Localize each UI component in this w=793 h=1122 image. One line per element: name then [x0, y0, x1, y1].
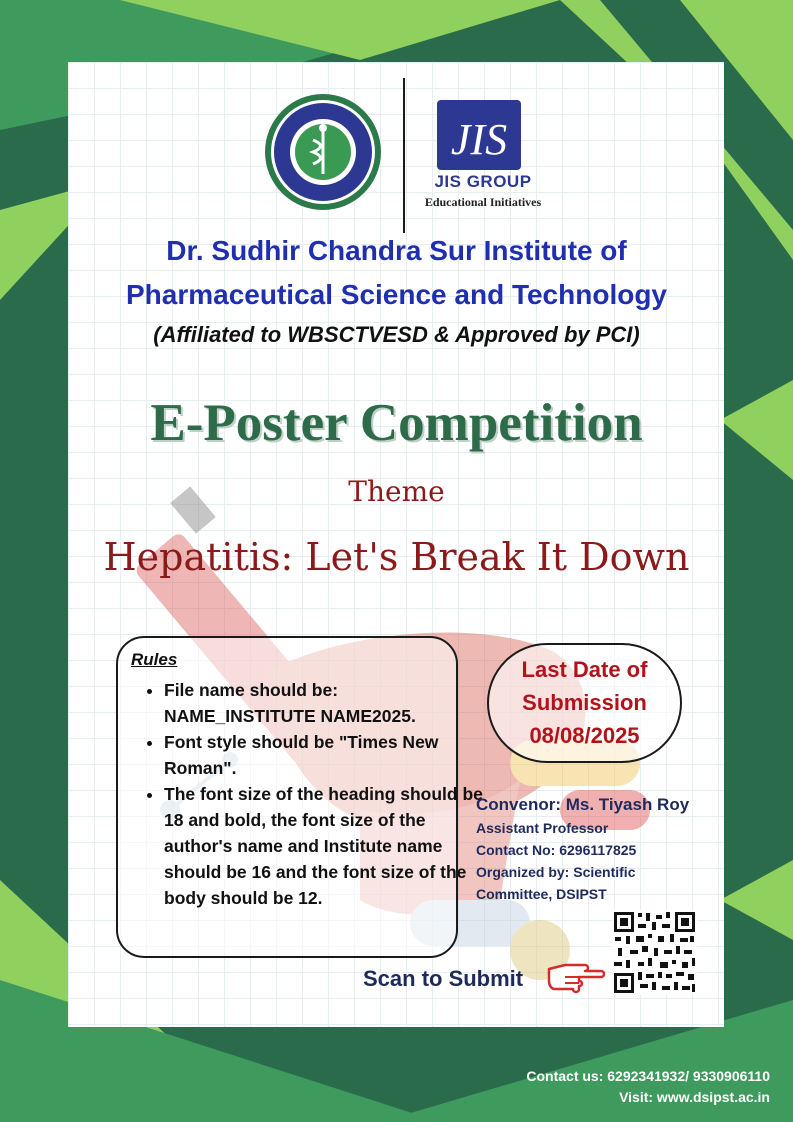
institute-name-line2: Pharmaceutical Science and Technology [126, 279, 667, 310]
qr-code[interactable] [612, 910, 697, 995]
organized-by-line2: Committee, DSIPST [476, 886, 607, 902]
footer-website[interactable]: Visit: www.dsipst.ac.in [619, 1089, 770, 1105]
pointing-hand-icon [545, 955, 605, 995]
rule-item: • The font size of the heading should be 18 and bold, the font size of the author's name and Institute name should be 16 and the font size of the body should be 12. [164, 781, 484, 911]
jis-group-text: JIS GROUP [434, 172, 532, 191]
convenor-designation: Assistant Professor [476, 820, 609, 836]
jis-subtitle: Educational Initiatives [424, 195, 542, 209]
institute-name-line1: Dr. Sudhir Chandra Sur Institute of [166, 235, 627, 266]
svg-text:JIS: JIS [450, 115, 508, 164]
logo-divider [403, 78, 405, 233]
rules-list [134, 677, 484, 911]
event-title: E-Poster Competition [150, 394, 643, 452]
deadline-date: 08/08/2025 [529, 723, 640, 748]
jis-letters-mark [437, 100, 521, 170]
deadline-badge [487, 643, 682, 763]
institute-seal-logo [263, 92, 383, 212]
scan-to-submit-label: Scan to Submit [363, 966, 524, 991]
affiliation-text: (Affiliated to WBSCTVESD & Approved by PCI) [153, 322, 640, 347]
deadline-line1: Last Date of [521, 657, 648, 682]
footer-contact: Contact us: 6292341932/ 9330906110 [526, 1068, 770, 1084]
convenor-name: Convenor: Ms. Tiyash Roy [476, 795, 690, 814]
rule-item: • File name should be: NAME_INSTITUTE NAME2025. [164, 677, 484, 729]
theme-label: Theme [348, 475, 445, 508]
organized-by-line1: Organized by: Scientific [476, 864, 636, 880]
rule-item: • Font style should be "Times New Roman". [164, 729, 484, 781]
convenor-contact: Contact No: 6296117825 [476, 842, 637, 858]
jis-logo [437, 100, 521, 170]
rules-title: Rules [131, 650, 178, 669]
theme-title: Hepatitis: Let's Break It Down [103, 535, 690, 579]
deadline-line2: Submission [522, 690, 647, 715]
